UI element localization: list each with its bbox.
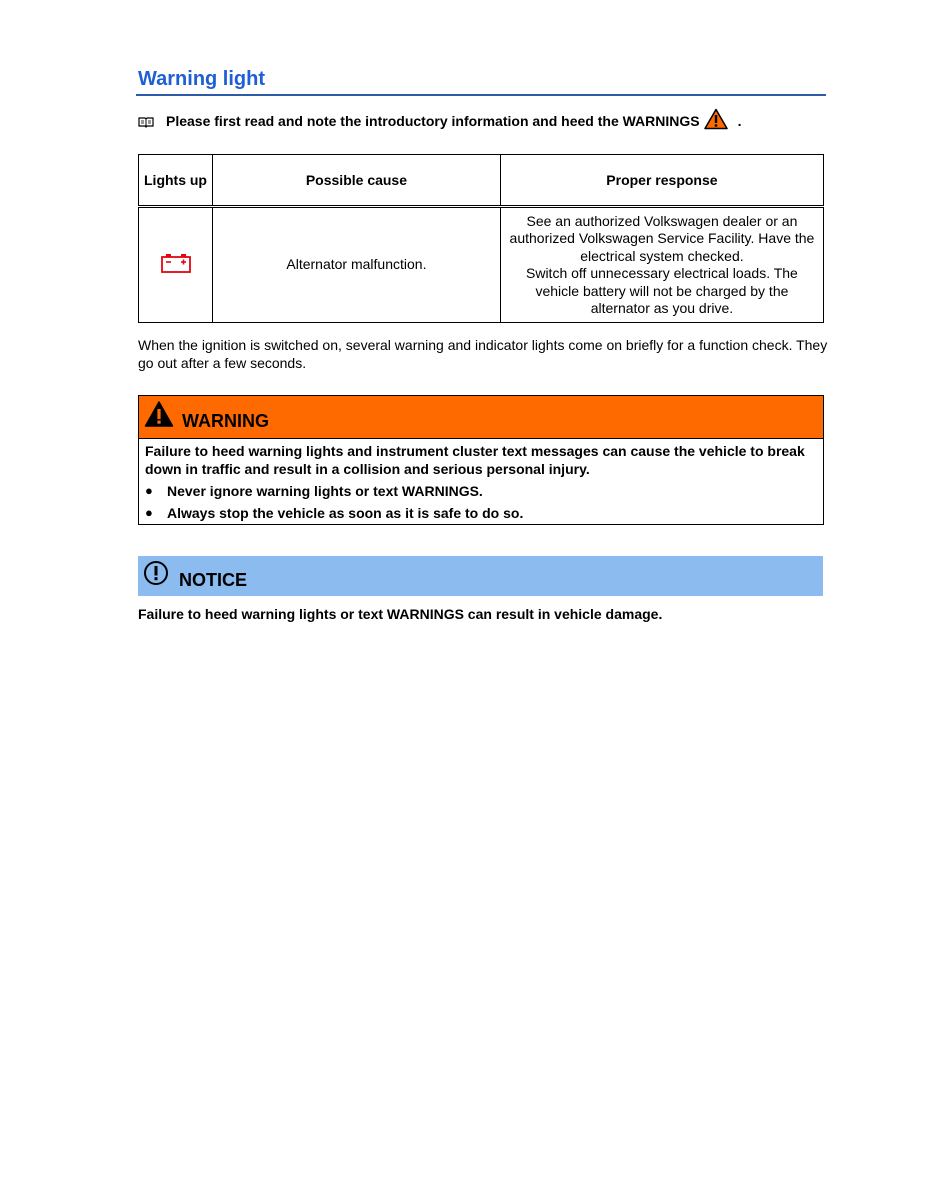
warning-header <box>139 396 823 439</box>
warning-title: WARNING <box>182 410 269 431</box>
warning-text: Failure to heed warning lights and instrument cluster text messages can cause the vehicle to break down in traffic and result in a collision and serious personal injury. <box>145 443 805 477</box>
notice-text: Failure to heed warning lights or text WARNINGS can result in vehicle damage. <box>138 606 663 622</box>
notice-title: NOTICE <box>179 569 248 590</box>
response-line: See an authorized Volkswagen dealer or an authorized Volkswagen Service Facility. Have the electrical system checked. <box>509 212 815 264</box>
warning-light-table <box>138 154 824 323</box>
header-lights-up: Lights up <box>139 155 213 207</box>
bullet-icon: ● <box>145 483 153 498</box>
bullet-icon: ● <box>145 505 153 520</box>
table-header-row <box>139 155 824 207</box>
intro-line <box>138 109 838 133</box>
battery-icon <box>160 252 192 274</box>
warning-box <box>138 395 824 525</box>
lights-up-cell <box>139 207 213 323</box>
exclamation-circle-icon <box>143 560 169 586</box>
book-icon <box>138 115 154 127</box>
header-proper-response: Proper response <box>500 155 823 207</box>
table-row <box>139 207 824 323</box>
intro-text: Please first read and note the introductory information and heed the WARNINGS <box>166 113 700 129</box>
warning-triangle-icon <box>704 108 728 130</box>
proper-response-cell <box>500 207 823 323</box>
intro-trailing-period: . <box>737 113 742 129</box>
title-divider <box>136 94 826 96</box>
header-possible-cause: Possible cause <box>213 155 501 207</box>
warning-triangle-icon <box>144 400 174 428</box>
response-line: Switch off unnecessary electrical loads. The vehicle battery will not be charged by the alternator as you drive. <box>526 265 798 316</box>
warning-item-text: Always stop the vehicle as soon as it is safe to do so. <box>167 505 524 521</box>
notice-header <box>138 556 823 596</box>
page-title: Warning light <box>138 68 266 90</box>
warning-body <box>139 439 823 522</box>
warning-item-text: Never ignore warning lights or text WARNINGS. <box>167 483 483 499</box>
possible-cause-cell: Alternator malfunction. <box>213 207 501 323</box>
body-paragraph: When the ignition is switched on, several warning and indicator lights come on briefly for a function check. They go out after a few seconds. <box>138 337 828 371</box>
list-item <box>145 482 817 500</box>
list-item <box>145 504 817 522</box>
